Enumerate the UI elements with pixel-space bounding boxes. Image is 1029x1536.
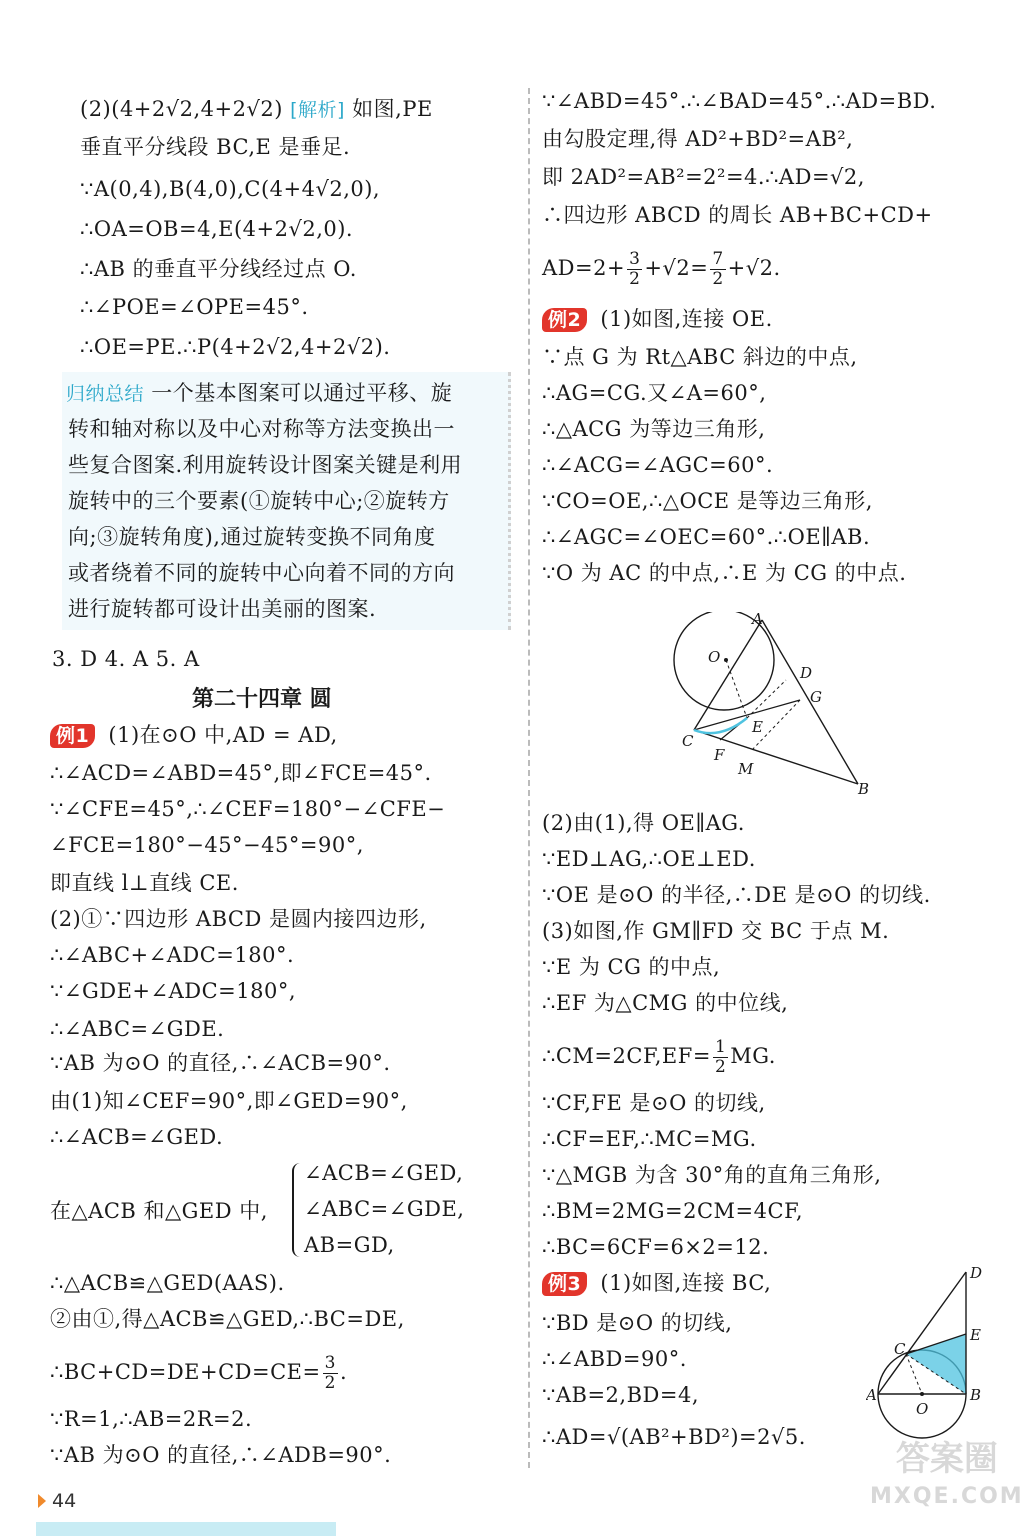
text-line: ∴∠ACD=∠ABD=45°,即∠FCE=45°. [50,761,432,785]
example-1-badge: 例1 [50,724,95,748]
text-line: ∴AD=√(AB²+BD²)=2√5. [542,1425,806,1449]
center-point [724,658,728,662]
text-line: (3)如图,作 GM∥FD 交 BC 于点 M. [542,919,890,943]
text-line: ∠FCE=180°−45°−45°=90°, [50,833,364,857]
text-line: ∴∠AGC=∠OEC=60°.∴OE∥AB. [542,525,871,549]
label-o: O [708,648,721,666]
brace-item: ∠ABC=∠GDE, [304,1197,465,1221]
label-e: E [970,1326,981,1344]
label-b: B [858,780,870,798]
figure-example-2 [660,612,880,798]
text-line: 由(1)知∠CEF=90°,即∠GED=90°, [50,1089,408,1113]
label-d: D [970,1264,983,1282]
label-d: D [800,664,813,682]
text-line: ∵CF,FE 是⊙O 的切线, [542,1091,766,1115]
arc-cf [694,718,747,733]
numerator: 1 [714,1037,727,1057]
text-line: ∵∠GDE+∠ADC=180°, [50,979,297,1003]
text-line: ∴BM=2MG=2CM=4CF, [542,1199,804,1223]
example-1-line [50,722,338,748]
label-o: O [916,1400,929,1418]
summary-line [66,380,452,407]
text-span: +√2. [727,256,781,280]
watermark [870,1440,1024,1516]
summary-text: 进行旋转都可设计出美丽的图案. [68,597,377,621]
text-line: ∵O 为 AC 的中点,∴E 为 CG 的中点. [542,561,907,585]
text-line: 即直线 l⊥直线 CE. [50,871,239,895]
label-b: B [970,1386,982,1404]
text-line: 由勾股定理,得 AD²+BD²=AB², [542,127,854,151]
bottom-bar [36,1522,336,1536]
center-point [920,1392,924,1396]
text-span: AD=2+ [542,256,626,280]
text-line: ∵△MGB 为含 30°角的直角三角形, [542,1163,882,1187]
text-line: ∴△ACG 为等边三角形, [542,417,766,441]
text-span: (1)在⊙O 中,AD = AD, [108,723,338,747]
text-line: ∵A(0,4),B(4,0),C(4+4√2,0), [80,177,381,201]
fraction-line: ∴BC+CD=DE+CD=CE= $\frac{3}{2}$ . [50,1353,348,1393]
text-line: ∵OE 是⊙O 的半径,∴DE 是⊙O 的切线. [542,883,931,907]
figure-example-3 [866,1262,994,1450]
column-divider [528,88,530,1468]
text-line: ∴∠ABD=90°. [542,1347,687,1371]
fraction-line [542,1038,776,1077]
text-line: 即 2AD²=AB²=2²=4.∴AD=√2, [542,165,865,189]
text-line: 垂直平分线段 BC,E 是垂足. [80,135,351,159]
label-f: F [714,746,725,764]
label-g: G [810,688,822,706]
example-3-badge: 例3 [542,1272,587,1296]
brace-lead: 在△ACB 和△GED 中, [50,1199,268,1223]
text-line: ∵CO=OE,∴△OCE 是等边三角形, [542,489,873,513]
text-line: ∴AG=CG.又∠A=60°, [542,381,767,405]
label-e: E [752,718,763,736]
fraction [713,1038,728,1077]
answer-2-prefix: (2)(4+2√2,4+2√2) [80,97,283,121]
summary-text: 些复合图案.利用旋转设计图案关键是利用 [68,453,463,477]
brace-item: AB=GD, [304,1233,395,1257]
text-line: ∴∠ABC=∠GDE. [50,1017,225,1041]
text-line: ∵点 G 为 Rt△ABC 斜边的中点, [542,345,858,369]
answer-2-line [80,96,433,123]
brace-mark [292,1163,304,1257]
example-2-line [542,306,773,332]
text-line: ∴∠ACG=∠AGC=60°. [542,453,774,477]
answers-3-5: 3. D 4. A 5. A [52,647,200,671]
numerator: 7 [712,249,724,269]
denominator: 2 [714,1057,727,1077]
text-line: ∴OE=PE.∴P(4+2√2,4+2√2). [80,335,391,359]
text-line: ∴CF=EF,∴MC=MG. [542,1127,757,1151]
chapter-title: 第二十四章 圆 [192,687,332,712]
summary-title: 归纳总结 [66,383,145,405]
text-line: ∵BD 是⊙O 的切线, [542,1311,733,1335]
watermark-text: 答案圈 [895,1439,998,1479]
text-line: ∴BC=6CF=6×2=12. [542,1235,770,1259]
brace-item: ∠ACB=∠GED, [304,1161,464,1185]
label-c: C [894,1340,906,1358]
text-line: ∴△ACB≌△GED(AAS). [50,1271,285,1295]
text-line: ∵∠ABD=45°.∴∠BAD=45°.∴AD=BD. [542,89,937,113]
text-line: (2)由(1),得 OE∥AG. [542,811,745,835]
text-line: ∵ED⊥AG,∴OE⊥ED. [542,847,756,871]
text-line: ∵AB 为⊙O 的直径,∴∠ACB=90°. [50,1051,391,1075]
text-span: MG. [730,1044,776,1068]
text-line: ∵R=1,∴AB=2R=2. [50,1407,253,1431]
text-line: ∵AB=2,BD=4, [542,1383,699,1407]
fraction-line [542,250,781,289]
summary-text: 一个基本图案可以通过平移、旋 [151,381,453,405]
page-number: 44 [52,1490,77,1512]
text-line: ∵∠CFE=45°,∴∠CEF=180°−∠CFE− [50,797,446,821]
text-line: ∵AB 为⊙O 的直径,∴∠ADB=90°. [50,1443,392,1467]
page-arrow-icon [38,1494,46,1508]
fraction [710,250,725,289]
text-line: ∴∠POE=∠OPE=45°. [80,295,309,319]
text-line: ∵E 为 CG 的中点, [542,955,721,979]
text-line: ∴OA=OB=4,E(4+2√2,0). [80,217,354,241]
label-a: A [866,1386,877,1404]
text-line: ∴AB 的垂直平分线经过点 O. [80,257,357,281]
text-line: ∴四边形 ABCD 的周长 AB+BC+CD+ [542,203,933,227]
text-line: ∴EF 为△CMG 的中位线, [542,991,789,1015]
denominator: 2 [629,269,641,289]
summary-text: 向;③旋转角度),通过旋转变换不同角度 [68,525,436,549]
text-line: ∴∠ABC+∠ADC=180°. [50,943,295,967]
watermark-url: MXQE.COM [870,1484,1024,1509]
numerator: 3 [324,1353,336,1373]
answer-2-after: 如图,PE [352,97,433,121]
example-3-line [542,1270,771,1296]
text-line: ∴∠ACB=∠GED. [50,1125,224,1149]
numerator: 3 [629,249,641,269]
text-span: (1)如图,连接 BC, [600,1271,772,1295]
summary-text: 转和轴对称以及中心对称等方法变换出一 [68,417,455,441]
text-span: ∴CM=2CF,EF= [542,1044,711,1068]
denominator: 2 [712,269,724,289]
fraction [323,1354,338,1393]
text-span: +√2= [644,256,709,280]
jiexi-tag: [解析] [290,99,345,121]
text-span: ∴BC+CD=DE+CD=CE= [50,1360,321,1384]
example-2-badge: 例2 [542,308,587,332]
text-line: ②由①,得△ACB≌△GED,∴BC=DE, [50,1307,405,1331]
label-m: M [738,760,754,778]
fraction [627,250,642,289]
text-span: (1)如图,连接 OE. [600,307,773,331]
text-line: (2)①∵四边形 ABCD 是圆内接四边形, [50,907,427,931]
label-c: C [682,732,694,750]
denominator: 2 [324,1373,336,1393]
summary-text: 旋转中的三个要素(①旋转中心;②旋转方 [68,489,450,513]
label-a: A [752,612,763,628]
summary-text: 或者绕着不同的旋转中心向着不同的方向 [68,561,455,585]
